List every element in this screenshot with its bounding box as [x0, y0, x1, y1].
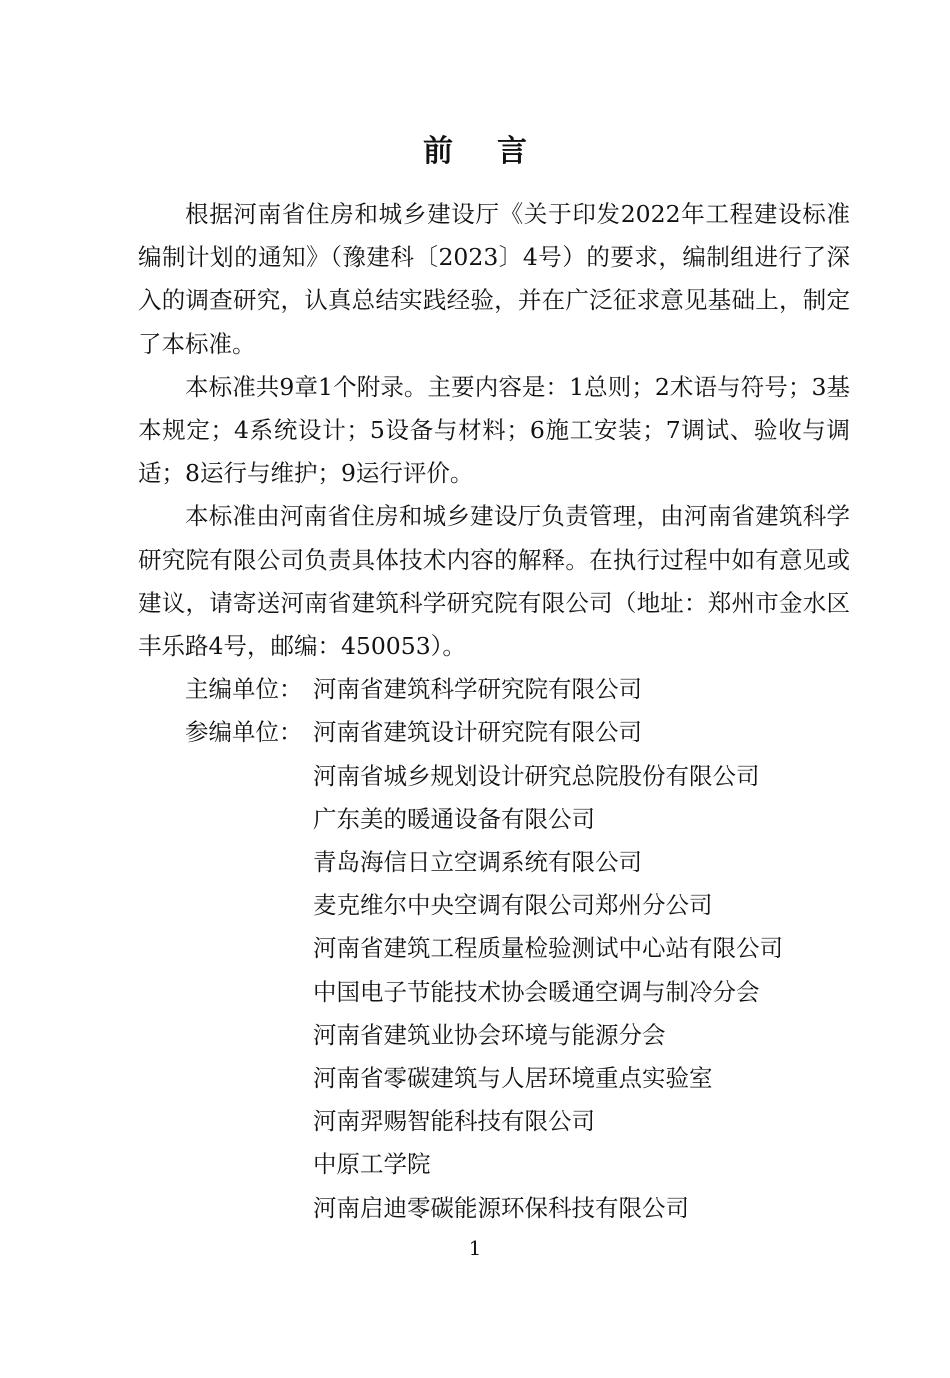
foreword-body [138, 193, 850, 1230]
participants-label: 参编单位： [185, 718, 303, 747]
chief-editor-row [138, 668, 850, 711]
chief-editor-name: 河南省建筑科学研究院有限公司 [313, 675, 642, 704]
participant-item: 麦克维尔中央空调有限公司郑州分公司 [313, 891, 713, 920]
participant-item: 河南羿赐智能科技有限公司 [313, 1107, 595, 1136]
participants-list [313, 711, 783, 1229]
participant-item: 河南启迪零碳能源环保科技有限公司 [313, 1193, 689, 1222]
participant-item: 中原工学院 [313, 1150, 431, 1179]
participant-item: 河南省建筑工程质量检验测试中心站有限公司 [313, 934, 783, 963]
paragraph-background: 根据河南省住房和城乡建设厅《关于印发2022年工程建设标准编制计划的通知》（豫建科〔2023〕4号）的要求，编制组进行了深入的调查研究，认真总结实践经验，并在广泛征求意见基础上，制定了本标准。 [138, 200, 850, 358]
participant-item: 河南省建筑业协会环境与能源分会 [313, 1020, 666, 1049]
participant-item: 青岛海信日立空调系统有限公司 [313, 848, 642, 877]
participant-item: 河南省建筑设计研究院有限公司 [313, 718, 642, 747]
chief-editor-label: 主编单位： [185, 675, 303, 704]
participant-item: 河南省零碳建筑与人居环境重点实验室 [313, 1064, 713, 1093]
page-title: 前言 [423, 134, 571, 169]
participant-item: 广东美的暖通设备有限公司 [313, 804, 595, 833]
participant-item: 河南省城乡规划设计研究总院股份有限公司 [313, 761, 760, 790]
participants-row [138, 711, 850, 1229]
participant-item: 中国电子节能技术协会暖通空调与制冷分会 [313, 977, 760, 1006]
page-number: 1 [468, 1236, 482, 1260]
paragraph-contents: 本标准共9章1个附录。主要内容是：1总则；2术语与符号；3基本规定；4系统设计；5设备与材料；6施工安装；7调试、验收与调适；8运行与维护；9运行评价。 [138, 372, 850, 488]
paragraph-management: 本标准由河南省住房和城乡建设厅负责管理，由河南省建筑科学研究院有限公司负责具体技术内容的解释。在执行过程中如有意见或建议，请寄送河南省建筑科学研究院有限公司（地址：郑州市金水区丰乐路4号，邮编：450053）。 [138, 502, 850, 661]
